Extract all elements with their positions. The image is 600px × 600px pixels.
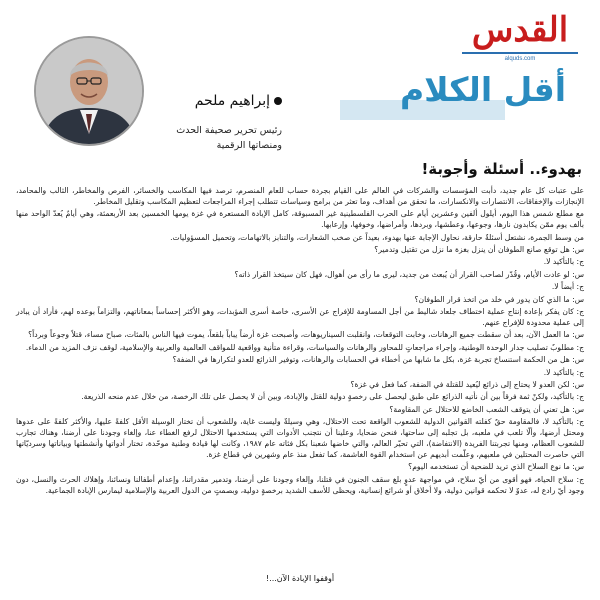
answer: ج: بالتأكيد، ولكنْ ثمة فرقاً بين أن نأتيه الذرائع على طبق ليحصل على رخصةٍ دولية للقتل والإبادة، وبين أن لا يحصل على تلك الرخصة، من خلال عدم منحه الذريعة. — [81, 392, 584, 402]
question: س: ما العمل الآن، بعد أن سقطت جميع الرهانات، وخابت التوقعات، وانقلبت السيناريوهات، وأصبحت غزة أرضاً يباباً بلقعاً، يموت فيها الناس بالمئات، صباح مساء، قتلاً وجوعاً وبرداً؟ — [28, 330, 584, 340]
author-role — [172, 123, 282, 153]
answer: ج: كان يفكر بإعادة إنتاج عملية اختطاف جلعاد شاليط من أجل المساومة للإفراج عن الأسرى، خاصة أسرى المؤبدات، وهو الأكثر إحساساً بمعاناتهم، والتزاماً بوعده لهم، فأراد أن يبادر إلى عملية محدودة للإفراج عنهم. — [16, 307, 584, 327]
question: س: هل توقع صانع الطوفان أن ينزل بغزة ما نزل من تقتيل وتدمير؟ — [374, 245, 584, 255]
question: س: لو عادت الأيام، وقُدّر لصاحب القرار أن يُبعث من جديد، ليرى ما رأى من أهوال، فهل كان سيتخذ القرار ذاته؟ — [234, 269, 584, 279]
newspaper-logo — [450, 8, 590, 68]
logo-url: alquds.com — [504, 56, 536, 62]
logo-text: القدس — [471, 10, 569, 50]
question: س: ما الذي كان يدور في خلد من اتخذ قرار الطوفان؟ — [414, 294, 584, 304]
paragraph: على عتبات كل عام جديد، دأبت المؤسسات والشركات في العالم على القيام بجردة حساب للعام المنصرم، ترصد فيها المكاسب والخسائر، الفرص والمخاطر، الثالب والمحامد، الإنجازات والإخفاقات، الانتصارات والانكسارات، ما تحقق من أهداف، وما تعثر من برامج وسياسات تتطلب إجراء المراجعات لتعظيم المكاسب وتقليل المخاطر. — [16, 186, 584, 206]
answer: ج: أيضاً لا. — [551, 282, 584, 292]
question: س: ما نوع السلاح الذي تريد للضحية أن تستخدمه اليوم؟ — [408, 462, 584, 472]
answer: ج: بالتأكيد لا، فالمقاومة حقٌ كفلته القوانين الدولية للشعوب الواقعة تحت الاحتلال، وهي وسيلةٌ وليست غاية، وللشعوب أن تختار الوسيلة الأقل كلفةً عليها، والأكثر كلفةً على عدوها ومحتل أرضها، وألّا تلعب في ملعبه، بل تجلبه إلى ساحتها، فنحن ضحايا، وعلينا أن نتجنب الأدوات التي يستخدمها الاحتلال لرفع الغطاء عنا، وإلغاء وجودنا على أرضنا، وهناك تجارب للشعوب العظام، ومنها تجربتنا الفريدة (الانتفاضة)، التي تحيّر العالم، والتي خاضها شعبنا بكل فئاته عام ١٩٨٧، وكانت لها قيادة وطنية موحّدة، تختار أدواتها وأنشطتها وبياناتها وسرديّاتها التي حاصرت المحتلين في ملعبهم، وعلّمت أبديهم عن استخدام القوة الغاشمة، كما تفعل منذ عام وشهرين في قطاع غزة. — [16, 417, 585, 459]
answer: ج: مطلوبٌ تصليب جدار الوحدة الوطنية، وإجراء مراجعاتٍ للمحاور والرهانات والسياسات، وقراءة متأنية وواقعية للمواقف العالمية والعربية والإسلامية، لوقف نزف المزيد من الدماء. — [25, 342, 584, 352]
author-role-line1: رئيس تحرير صحيفة الحدث — [176, 125, 282, 136]
paragraph: مع مطلع شمس هذا اليوم، أيلول ألفين وعشرين أيام على الحرب الفلسطينية غير المسبوقة، كامل الإبادة المستعرة في غزة يومها الخمسين بعد الأربعمئة، وهي أيامٌ يُعدّ الواحد منها بألف يوم ممّن يكابدون نارها، وجوعها، وعطشها، وبردها، وأمراضها، وخوفها، وإرعابها. — [16, 209, 584, 230]
answer: ج: بالتأكيد لا. — [543, 257, 584, 267]
author-photo — [34, 36, 144, 146]
author-block — [172, 93, 282, 153]
bullet-icon — [274, 97, 282, 105]
closing-line: أوقفوا الإبادة الآن...! — [265, 574, 335, 583]
logo-divider — [462, 52, 578, 54]
answer: ج: بالتأكيد لا. — [543, 367, 584, 377]
answer: ج: سلاح الحياة، فهو أقوى من أيّ سلاح، في مواجهة عدوٍ بلغ سقف الجنون في قتلنا، وإلغاء وجودنا على أرضنا، وتدمير مقدراتنا، وإعدام أطفالنا ونسائنا، وإهلاك الحرث والنسل، دون وجود أيّ رادع له، عدوٌ لا تحكمه قوانين دولية، ولا أخلاق أو شرائع إنسانية، ويحظى للأسف الشديد برخصةٍ دولية، وبصمتٍ من الدول العربية والإسلامية ليمارس الإبادة الجماعية. — [16, 474, 584, 495]
column-title: أقل الكلام — [400, 70, 566, 109]
author-name: إبراهيم ملحم — [172, 93, 282, 109]
paragraph: من وسط الجمرة، نشتعل أسئلةٌ حارقة، نحاول الإجابة عنها بهدوء، بعيداً عن صخب الشعارات، والتنابز بالاتهامات، وتحميل المسؤوليات. — [170, 232, 584, 242]
question: س: هل من الحكمة استنساخ تجربة غزة، بكل ما شابها من أخطاء في الحسابات والرهانات، وتوفير الذرائع للعدو لتكرارها في الضفة؟ — [172, 355, 584, 365]
question: س: لكن العدو لا يحتاج إلى ذرائع ليُعيد للقتلة في الضفة، كما فعل في غزة؟ — [350, 380, 584, 389]
question: س: هل تعني أن يتوقف الشعب الخاضع للاحتلال عن المقاومة؟ — [389, 404, 584, 414]
author-role-line2: ومنصاتها الرقمية — [216, 140, 282, 151]
article-headline: بهدوء.. أسئلة وأجوبة! — [421, 160, 582, 178]
article-body — [16, 186, 584, 498]
author-portrait-icon — [36, 38, 142, 144]
header — [0, 0, 600, 150]
